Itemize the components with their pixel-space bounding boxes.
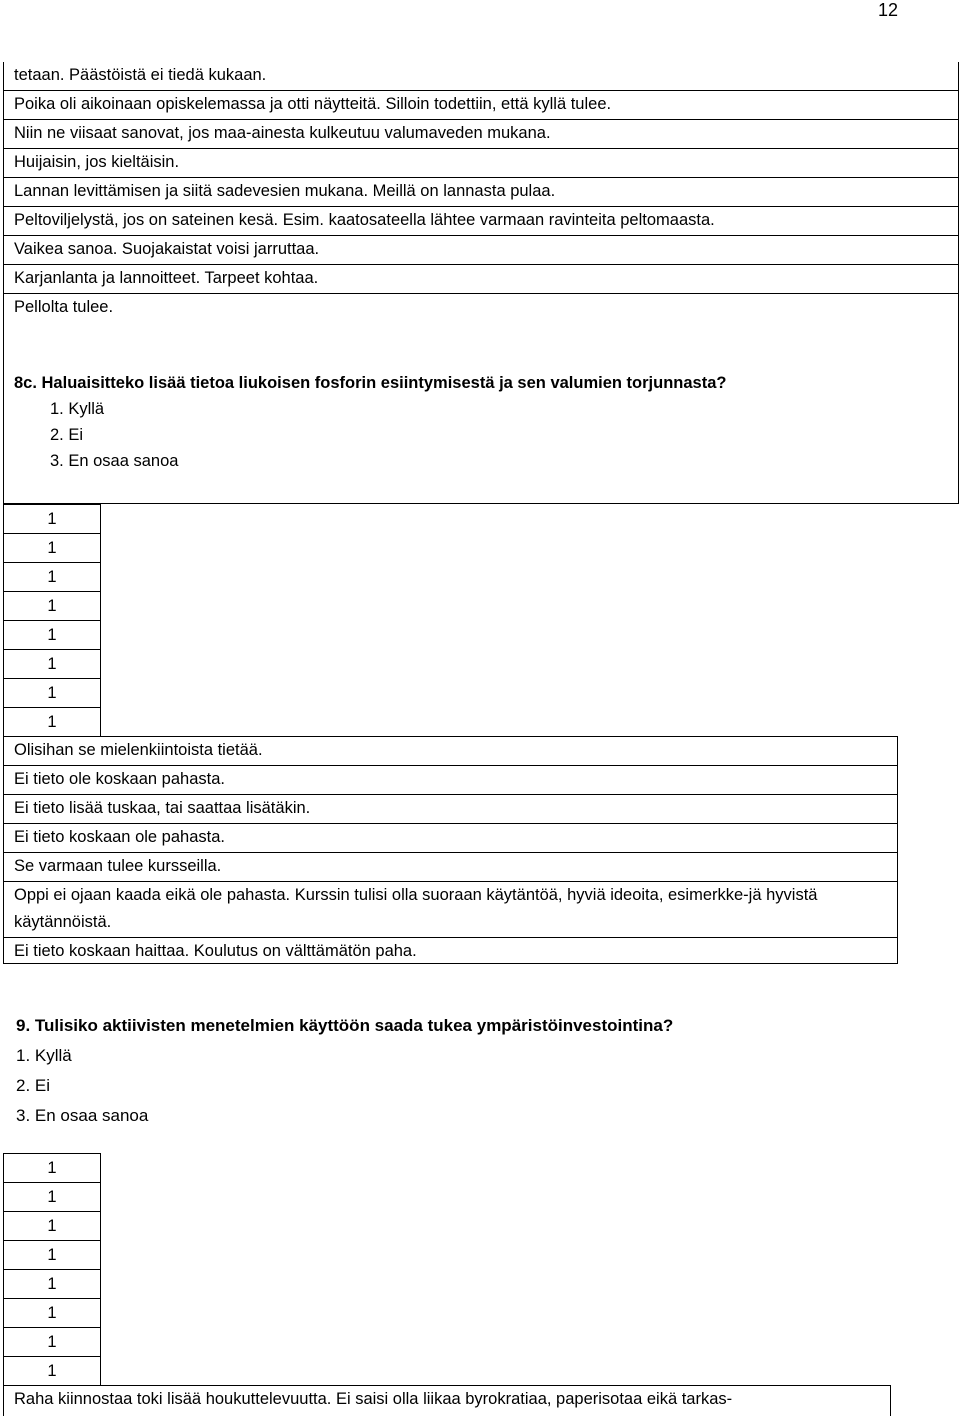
- count-cell: 1: [4, 534, 100, 563]
- count-cell: 1: [47, 713, 57, 731]
- response-row: Ei tieto koskaan haittaa. Koulutus on välttämätön paha.: [14, 942, 417, 960]
- response-row: Niin ne viisaat sanovat, jos maa-ainesta kulkeutuu valumaveden mukana.: [4, 120, 958, 149]
- response-row: Pellolta tulee.: [14, 298, 114, 316]
- response-row: tetaan. Päästöistä ei tiedä kukaan.: [4, 62, 958, 91]
- count-cell: 1: [4, 650, 100, 679]
- count-cell: 1: [4, 679, 100, 708]
- option-1: 1. Kyllä: [50, 400, 105, 418]
- responses-block-1: [3, 62, 959, 504]
- count-cell: 1: [47, 1362, 57, 1380]
- count-cell: 1: [4, 1212, 100, 1241]
- response-row: Poika oli aikoinaan opiskelemassa ja otti näytteitä. Silloin todettiin, että kyllä tulee.: [4, 91, 958, 120]
- count-cell: 1: [4, 1154, 100, 1183]
- option-1: 1. Kyllä: [16, 1046, 72, 1065]
- count-cell: 1: [4, 1183, 100, 1212]
- count-column-a: [3, 504, 101, 737]
- option-3: 3. En osaa sanoa: [16, 1106, 149, 1125]
- response-row: Peltoviljelystä, jos on sateinen kesä. Esim. kaatosateella lähtee varmaan ravinteita peltomaasta.: [4, 207, 958, 236]
- response-row: Oppi ei ojaan kaada eikä ole pahasta. Kurssin tulisi olla suoraan käytäntöä, hyviä ideoita, esimerkke-jä hyvistä käytännöistä.: [4, 882, 897, 938]
- response-row: Olisihan se mielenkiintoista tietää.: [4, 737, 897, 766]
- option-2: 2. Ei: [50, 426, 84, 444]
- option-3: 3. En osaa sanoa: [50, 452, 179, 470]
- response-row: Lannan levittämisen ja siitä sadevesien mukana. Meillä on lannasta pulaa.: [4, 178, 958, 207]
- response-row: Huijaisin, jos kieltäisin.: [4, 149, 958, 178]
- response-row: Vaikea sanoa. Suojakaistat voisi jarruttaa.: [4, 236, 958, 265]
- option-2: 2. Ei: [16, 1076, 51, 1095]
- count-cell: 1: [4, 1328, 100, 1357]
- count-column-b: [3, 1153, 101, 1386]
- count-cell: 1: [4, 592, 100, 621]
- response-row: Karjanlanta ja lannoitteet. Tarpeet kohtaa.: [4, 265, 958, 294]
- count-cell: 1: [4, 505, 100, 534]
- page-number: 12: [877, 0, 898, 20]
- count-cell: 1: [4, 563, 100, 592]
- response-row: Ei tieto ole koskaan pahasta.: [4, 766, 897, 795]
- response-row: Ei tieto koskaan ole pahasta.: [4, 824, 897, 853]
- count-cell: 1: [4, 1241, 100, 1270]
- question-9: 9. Tulisiko aktiivisten menetelmien käyttöön saada tukea ympäristöinvestointina?: [16, 1016, 674, 1035]
- count-cell: 1: [4, 1270, 100, 1299]
- count-cell: 1: [4, 621, 100, 650]
- response-row: Se varmaan tulee kursseilla.: [4, 853, 897, 882]
- responses-block-2: [3, 736, 898, 964]
- question-8c: 8c. Haluaisitteko lisää tietoa liukoisen fosforin esiintymisestä ja sen valumien torjunnasta?: [14, 374, 727, 392]
- responses-block-3: [3, 1385, 891, 1416]
- count-cell: 1: [4, 1299, 100, 1328]
- response-row: Ei tieto lisää tuskaa, tai saattaa lisätäkin.: [4, 795, 897, 824]
- response-row: Raha kiinnostaa toki lisää houkuttelevuutta. Ei saisi olla liikaa byrokratiaa, paperisotaa eikä tarkas-: [14, 1390, 733, 1408]
